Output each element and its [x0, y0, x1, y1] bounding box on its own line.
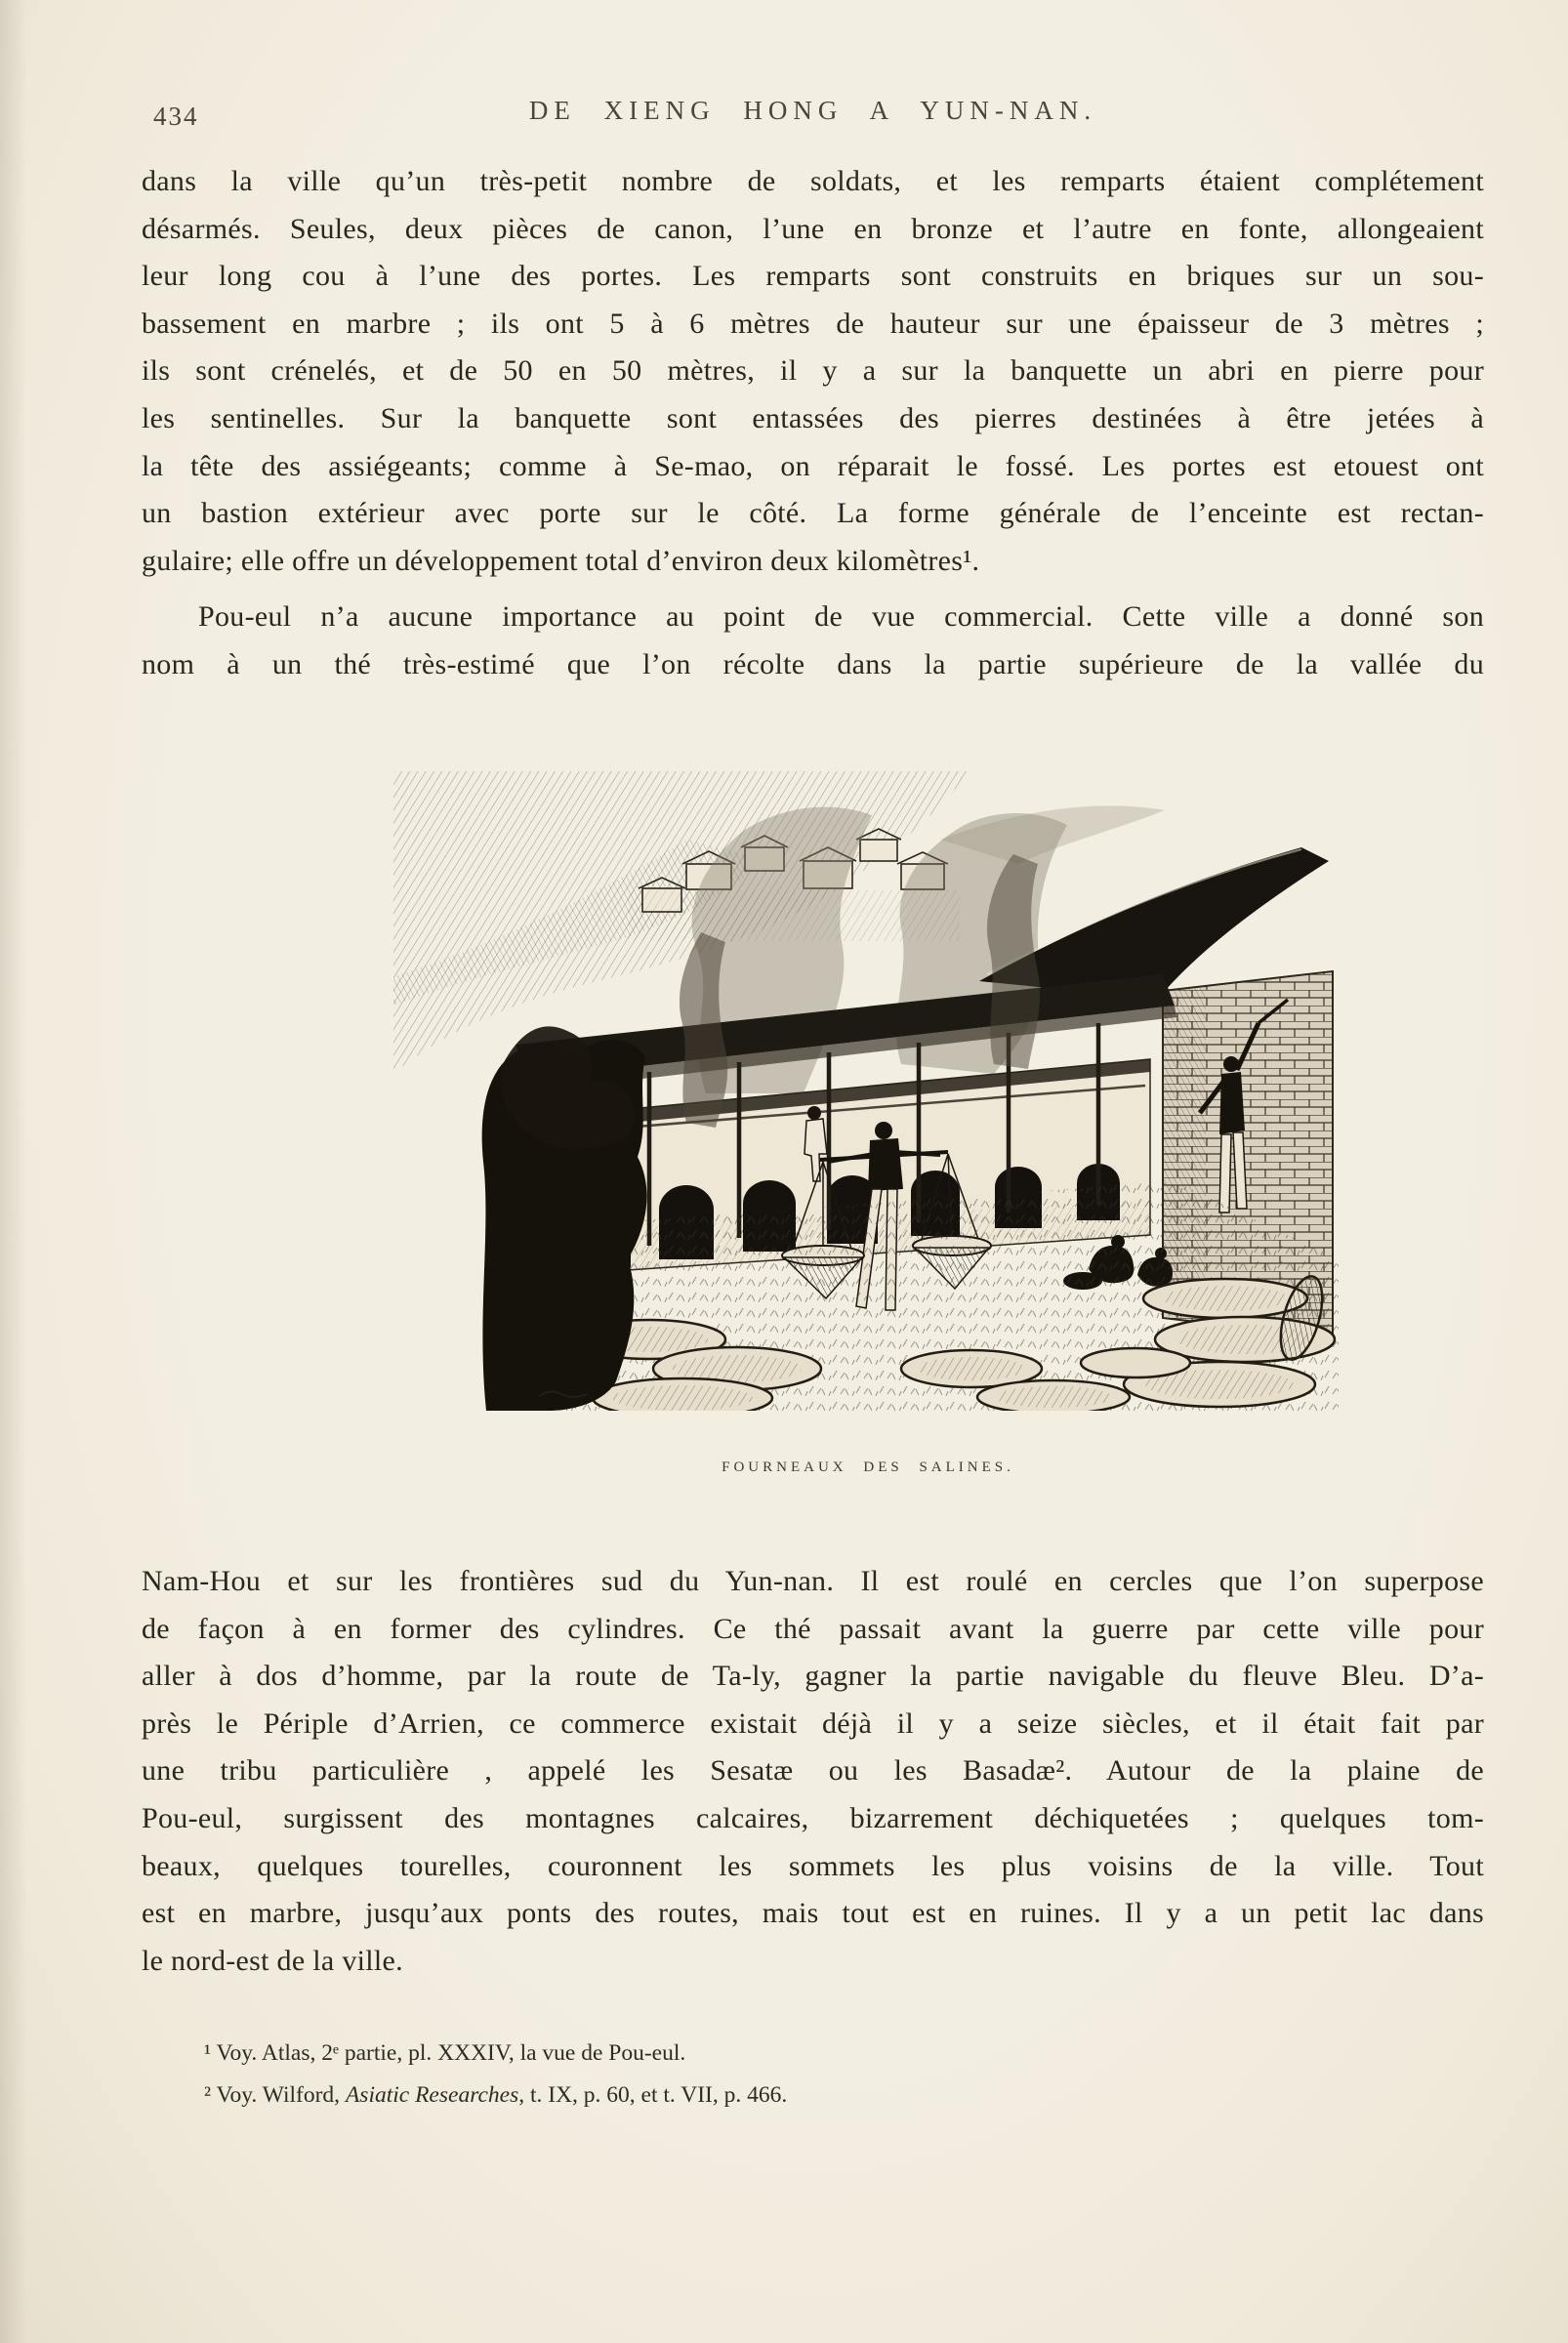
text-line: désarmés. Seules, deux pièces de canon, l’une en bronze et l’autre en fonte, allongeaient [142, 212, 1484, 245]
text-line: de façon à en former des cylindres. Ce thé passait avant la guerre par cette ville pour [142, 1612, 1484, 1645]
text-line: Pou-eul n’a aucune importance au point de vue commercial. Cette ville a donné son [198, 600, 1484, 633]
text-line: dans la ville qu’un très-petit nombre de soldats, et les remparts étaient complétement [142, 165, 1484, 197]
text-line: Pou-eul, surgissent des montagnes calcaires, bizarrement déchiquetées ; quelques tom- [142, 1801, 1484, 1834]
footnote-1 [142, 2033, 1484, 2075]
text-line: nom à un thé très-estimé que l’on récolte dans la partie supérieure de la vallée du [142, 647, 1484, 680]
figure-caption: FOURNEAUX DES SALINES. [722, 1459, 1014, 1475]
text-line: beaux, quelques tourelles, couronnent les sommets les plus voisins de la ville. Tout [142, 1849, 1484, 1882]
text-line: les sentinelles. Sur la banquette sont entassées des pierres destinées à être jetées à [142, 401, 1484, 434]
text-line: bassement en marbre ; ils ont 5 à 6 mètres de hauteur sur une épaisseur de 3 mètres ; [142, 307, 1484, 340]
paragraph-3 [142, 1558, 1484, 1985]
figure-block [393, 771, 1342, 1476]
running-title: DE XIENG HONG A YUN-NAN. [528, 96, 1097, 125]
paragraph-2 [142, 594, 1484, 688]
text-column [142, 0, 1484, 2343]
text-line: un bastion extérieur avec porte sur le côté. La forme générale de l’enceinte est rectan- [142, 497, 1484, 530]
footnote-1-text: ¹ Voy. Atlas, 2ᵉ partie, pl. XXXIV, la vue de Pou-eul. [204, 2040, 686, 2066]
text-line: près le Périple d’Arrien, ce commerce existait déjà il y a seize siècles, et il était fait par [142, 1706, 1484, 1740]
footnote-2 [142, 2075, 1484, 2117]
text-line: Nam-Hou et sur les frontières sud du Yun-nan. Il est roulé en cercles que l’on superpose [142, 1565, 1484, 1597]
text-line: est en marbre, jusqu’aux ponts des routes, mais tout est en ruines. Il y a un petit lac dans [142, 1897, 1484, 1930]
footnote-2-italic-title: Asiatic Researches [345, 2082, 519, 2108]
text-line: ils sont crénelés, et de 50 en 50 mètres, il y a sur la banquette un abri en pierre pour [142, 354, 1484, 388]
text-line: aller à dos d’homme, par la route de Ta-ly, gagner la partie navigable du fleuve Bleu. D’a- [142, 1660, 1484, 1693]
running-header [142, 96, 1484, 139]
paragraph-1 [142, 158, 1484, 585]
page-number: 434 [153, 102, 199, 131]
footnote-2-text-after: , t. IX, p. 60, et t. VII, p. 466. [518, 2082, 788, 2108]
text-line: gulaire; elle offre un développement total d’environ deux kilomètres¹. [142, 544, 980, 577]
text-line: leur long cou à l’une des portes. Les remparts sont construits en briques sur un sou- [142, 260, 1484, 293]
furnace-smoke [680, 932, 727, 1128]
text-line: une tribu particulière , appelé les Sesatæ ou les Basadæ². Autour de la plaine de [142, 1754, 1484, 1788]
footnotes-block [142, 2033, 1484, 2117]
salt-furnace-engraving-illustration [393, 771, 1342, 1411]
text-line: le nord-est de la ville. [142, 1944, 403, 1977]
footnote-2-text: ² Voy. Wilford, [204, 2082, 346, 2108]
text-line: la tête des assiégeants; comme à Se-mao, on réparait le fossé. Les portes est etouest ont [142, 449, 1484, 482]
